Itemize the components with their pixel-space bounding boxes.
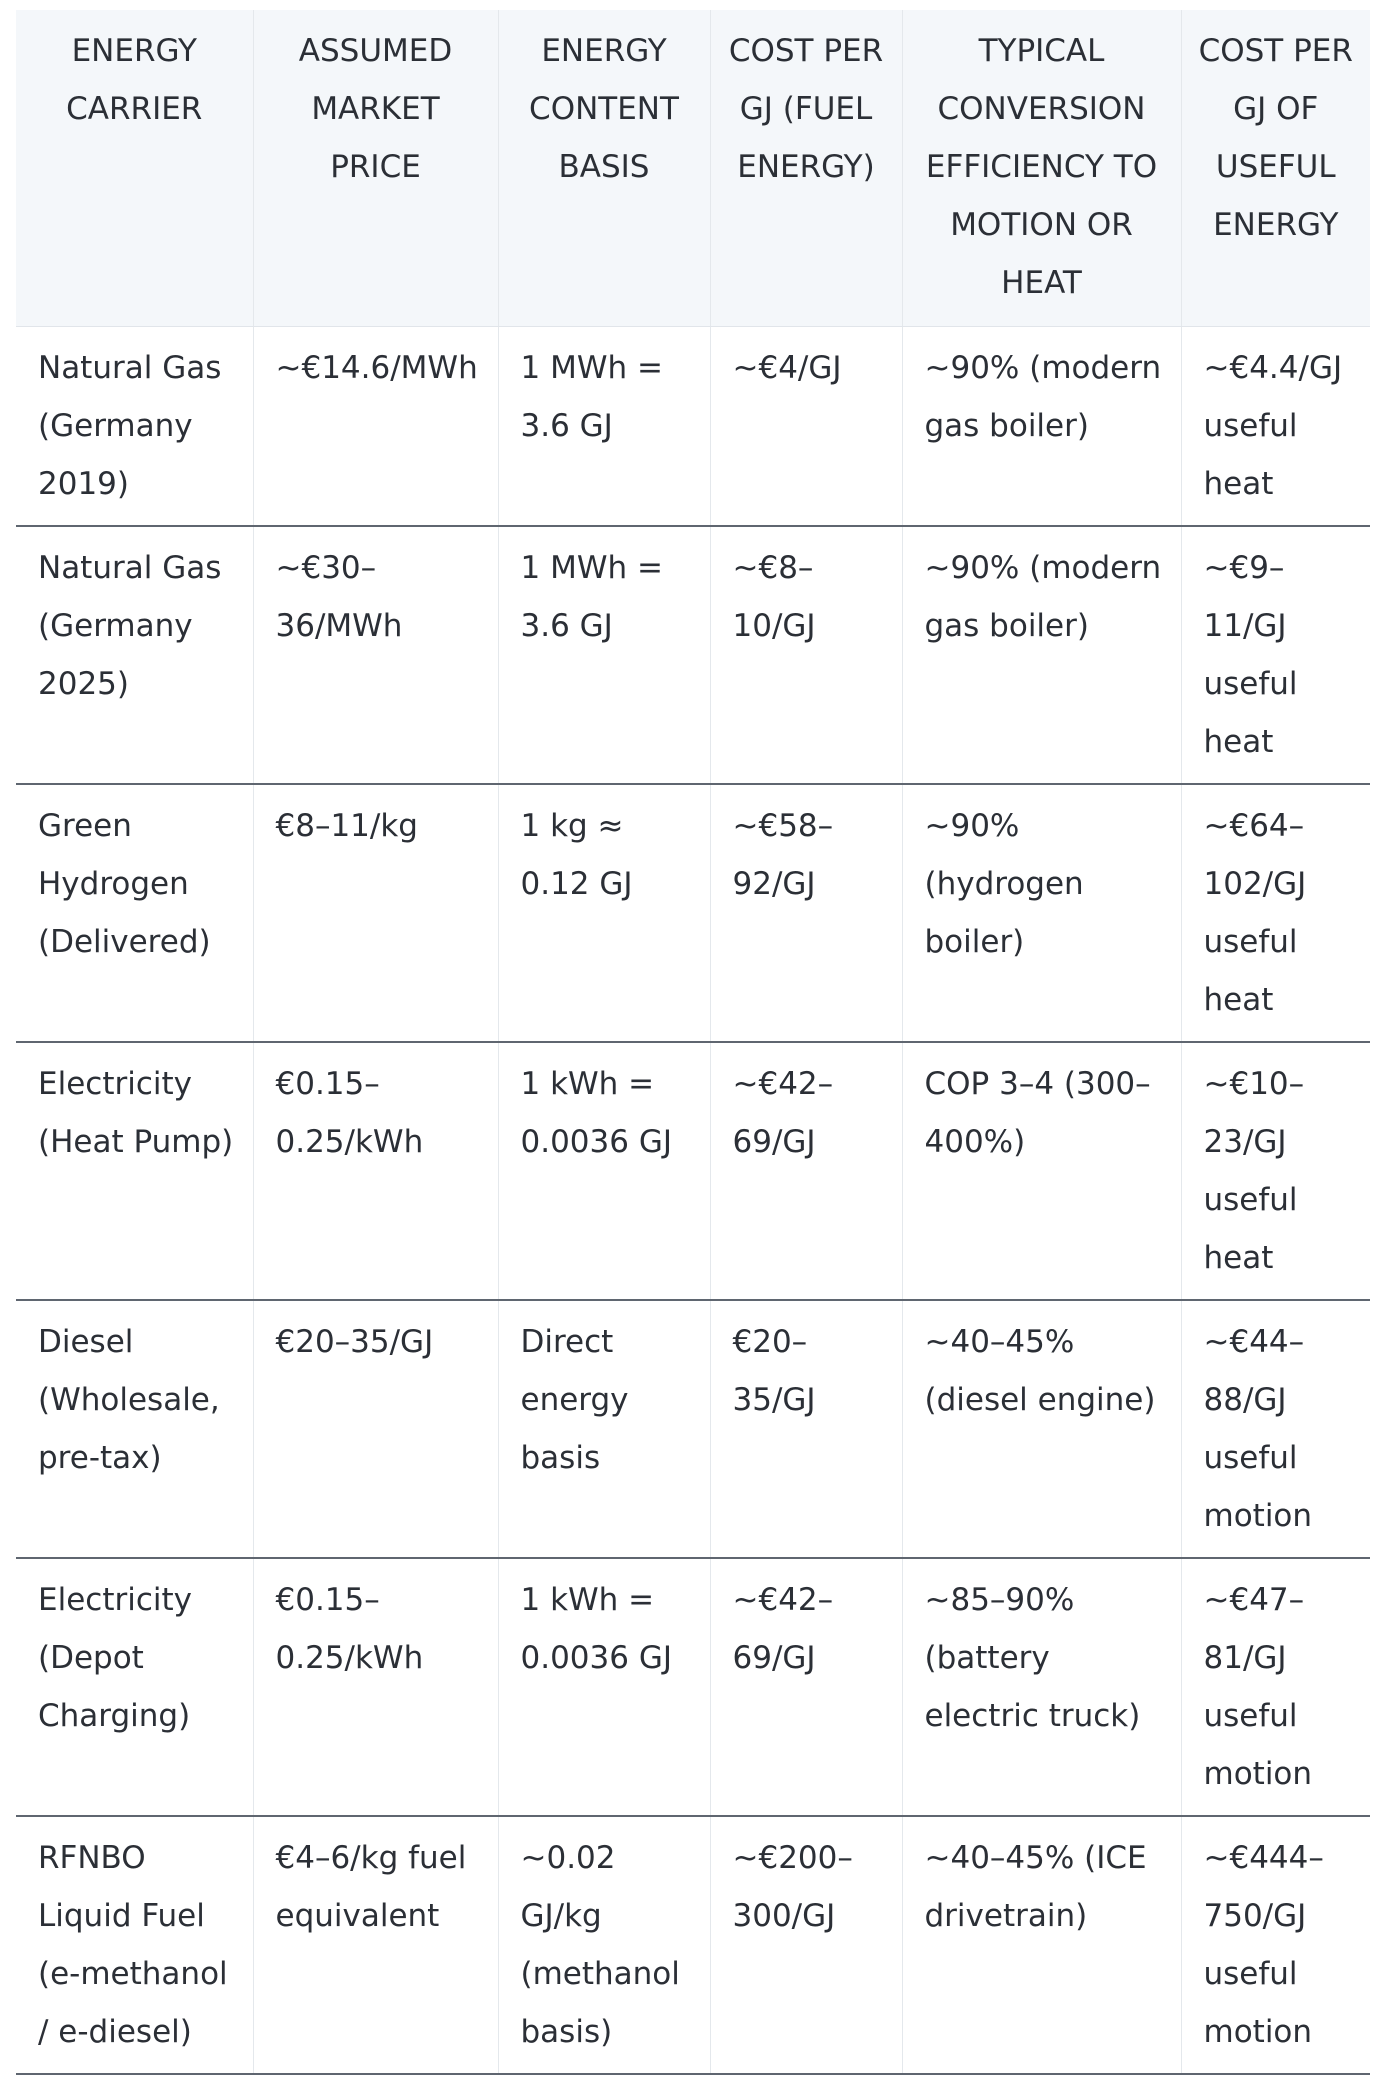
cell-efficiency: ~90% (modern gas boiler) — [902, 526, 1181, 784]
cell-efficiency: COP 3–4 (300–400%) — [902, 1042, 1181, 1300]
cell-energy-carrier: Natural Gas (Germany 2025) — [16, 526, 253, 784]
cell-market-price: €0.15–0.25/kWh — [253, 1558, 498, 1816]
cell-energy-carrier: Electricity (Depot Charging) — [16, 1558, 253, 1816]
cell-cost-fuel: ~€4/GJ — [710, 327, 902, 527]
cell-energy-content: 1 kWh = 0.0036 GJ — [498, 1558, 710, 1816]
cell-energy-content: 1 kWh = 0.0036 GJ — [498, 1042, 710, 1300]
cell-cost-fuel: ~€42–69/GJ — [710, 1042, 902, 1300]
cell-cost-fuel: €20–35/GJ — [710, 1300, 902, 1558]
cell-cost-fuel: ~€42–69/GJ — [710, 1558, 902, 1816]
table-body — [16, 327, 1370, 2075]
cell-energy-carrier: Green Hydrogen (Delivered) — [16, 784, 253, 1042]
cell-market-price: €8–11/kg — [253, 784, 498, 1042]
cell-cost-fuel: ~€200–300/GJ — [710, 1816, 902, 2074]
cell-energy-carrier: Natural Gas (Germany 2019) — [16, 327, 253, 527]
cell-energy-content: 1 MWh = 3.6 GJ — [498, 526, 710, 784]
cell-efficiency: ~40–45% (diesel engine) — [902, 1300, 1181, 1558]
cell-cost-useful: ~€4.4/GJ useful heat — [1181, 327, 1370, 527]
table-row — [16, 327, 1370, 527]
cell-market-price: ~€14.6/MWh — [253, 327, 498, 527]
table-row — [16, 526, 1370, 784]
cell-cost-useful: ~€9–11/GJ useful heat — [1181, 526, 1370, 784]
header-energy-content-basis: ENERGY CONTENT BASIS — [498, 10, 710, 327]
cell-market-price: €4–6/kg fuel equivalent — [253, 1816, 498, 2074]
cell-energy-carrier: Electricity (Heat Pump) — [16, 1042, 253, 1300]
header-assumed-market-price: ASSUMED MARKET PRICE — [253, 10, 498, 327]
cell-energy-carrier: RFNBO Liquid Fuel (e-methanol / e-diesel) — [16, 1816, 253, 2074]
cell-cost-useful: ~€44–88/GJ useful motion — [1181, 1300, 1370, 1558]
table-row — [16, 1816, 1370, 2074]
table-row — [16, 1042, 1370, 1300]
cell-energy-content: Direct energy basis — [498, 1300, 710, 1558]
energy-cost-table — [16, 10, 1370, 2075]
cell-energy-content: ~0.02 GJ/kg (methanol basis) — [498, 1816, 710, 2074]
cell-cost-useful: ~€64–102/GJ useful heat — [1181, 784, 1370, 1042]
table-row — [16, 784, 1370, 1042]
cell-market-price: €0.15–0.25/kWh — [253, 1042, 498, 1300]
header-cost-per-gj-useful: COST PER GJ OF USEFUL ENERGY — [1181, 10, 1370, 327]
cell-efficiency: ~90% (hydrogen boiler) — [902, 784, 1181, 1042]
table-row — [16, 1558, 1370, 1816]
cell-efficiency: ~85–90% (battery electric truck) — [902, 1558, 1181, 1816]
header-energy-carrier: ENERGY CARRIER — [16, 10, 253, 327]
header-conversion-efficiency: TYPICAL CONVERSION EFFICIENCY TO MOTION OR HEAT — [902, 10, 1181, 327]
cell-energy-content: 1 kg ≈ 0.12 GJ — [498, 784, 710, 1042]
table-header — [16, 10, 1370, 327]
cell-market-price: €20–35/GJ — [253, 1300, 498, 1558]
cell-cost-fuel: ~€58–92/GJ — [710, 784, 902, 1042]
energy-cost-table-container — [16, 10, 1370, 2075]
cell-energy-carrier: Diesel (Wholesale, pre-tax) — [16, 1300, 253, 1558]
cell-efficiency: ~90% (modern gas boiler) — [902, 327, 1181, 527]
cell-market-price: ~€30–36/MWh — [253, 526, 498, 784]
header-cost-per-gj-fuel: COST PER GJ (FUEL ENERGY) — [710, 10, 902, 327]
cell-cost-useful: ~€444–750/GJ useful motion — [1181, 1816, 1370, 2074]
header-row — [16, 10, 1370, 327]
cell-cost-fuel: ~€8–10/GJ — [710, 526, 902, 784]
table-row — [16, 1300, 1370, 1558]
cell-cost-useful: ~€10–23/GJ useful heat — [1181, 1042, 1370, 1300]
cell-efficiency: ~40–45% (ICE drivetrain) — [902, 1816, 1181, 2074]
cell-energy-content: 1 MWh = 3.6 GJ — [498, 327, 710, 527]
cell-cost-useful: ~€47–81/GJ useful motion — [1181, 1558, 1370, 1816]
